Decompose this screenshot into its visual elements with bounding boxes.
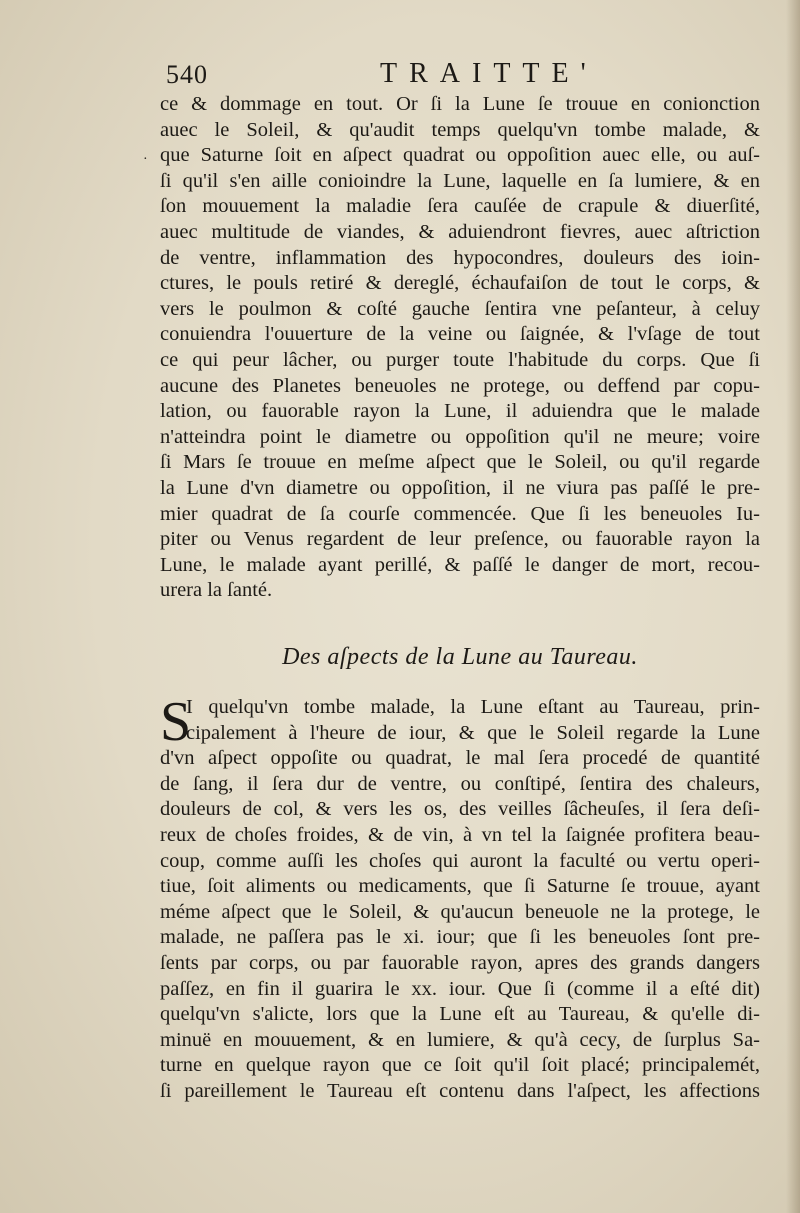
text-line: ſi Mars ſe trouue en meſme aſpect que le Soleil, ou qu'il regarde [160,451,760,474]
text-line: aucune des Planetes beneuoles ne protege, ou deffend par copu- [160,374,760,397]
text-line: auec multitude de viandes, & aduiendront fievres, auec aſtriction [160,220,760,243]
text-line: ſi pareillement le Taureau eſt contenu dans l'aſpect, les affections [160,1079,760,1102]
text-line: piter ou Venus regardent de leur preſence, ou fauorable rayon la [160,528,760,551]
text-line: que Saturne ſoit en aſpect quadrat ou oppoſition auec elle, ou auſ- [160,144,760,167]
text-line: de ſang, il ſera dur de ventre, ou conſtipé, ſentira des chaleurs, [160,772,760,795]
text-line: reux de choſes froides, & de vin, à vn tel la ſaignée profitera beau- [160,823,760,846]
text-line: vers le poulmon & coſté gauche ſentira vne peſanteur, à celuy [160,297,760,320]
text-line: quelqu'vn s'alicte, lors que la Lune eſt au Taureau, & qu'elle di- [160,1003,760,1026]
text-line: Lune, le malade ayant perillé, & paſſé le danger de mort, recou- [160,553,760,576]
text-line: lation, ou fauorable rayon la Lune, il aduiendra que le malade [160,400,760,423]
text-line: cipalement à l'heure de iour, & que le Soleil regarde la Lune [186,721,760,744]
text-line: ctures, le pouls retiré & dereglé, échaufaiſon de tout le corps, & [160,272,760,295]
text-line: mier quadrat de ſa courſe commencée. Que ſi les beneuoles Iu- [160,502,760,525]
text-line: urera la ſanté. [160,579,273,602]
paragraph-2 [160,691,760,1105]
running-title: TRAITTE' [380,58,598,89]
text-line: turne en quelque rayon que ce ſoit qu'il ſoit placé; principalemét, [160,1054,760,1077]
text-line: d'vn aſpect oppoſite ou quadrat, le mal ſera procedé de quantité [160,747,760,770]
page-gutter-shadow [786,0,800,1213]
text-line: malade, ne paſſera pas le xi. iour; que ſi les beneuoles ſont pre- [160,926,760,949]
page-number: 540 [166,60,208,89]
text-line: de ventre, inflammation des hypocondres, douleurs des ioin- [160,246,760,269]
text-line: conuiendra l'ouuerture de la veine ou ſaignée, & l'vſage de tout [160,323,760,346]
text-line: auec le Soleil, & qu'audit temps quelqu'vn tombe malade, & [160,118,760,141]
drop-cap: S [160,691,192,753]
text-line: tiue, ſoit aliments ou medicaments, que ſi Saturne ſe trouue, ayant [160,875,760,898]
text-line: paſſez, en fin il guarira le xx. iour. Que ſi (comme il a eſté dit) [160,977,760,1000]
margin-mark: · [143,152,148,167]
text-line: méme aſpect que le Soleil, & qu'aucun beneuole ne la protege, le [160,900,760,923]
text-line: la Lune d'vn diametre ou oppoſition, il ne viura pas paſſé le pre- [160,476,760,499]
paragraph-1 [160,92,760,604]
text-line: ſents par corps, ou par fauorable rayon, apres des grands dangers [160,951,760,974]
text-line: n'atteindra point le diametre ou oppoſition qu'il ne meure; voire [160,425,760,448]
section-heading: Des aſpects de la Lune au Taureau. [282,644,638,670]
text-line: ſi qu'il s'en aille conioindre la Lune, laquelle en ſa lumiere, & en [160,169,760,192]
text-line: minuë en mouuement, & en lumiere, & qu'à cecy, de ſurplus Sa- [160,1028,760,1051]
text-line: ſon mouuement la maladie ſera cauſée de crapule & diuerſité, [160,195,760,218]
text-line: douleurs de col, & vers les os, des veilles ſâcheuſes, il ſera deſi- [160,798,760,821]
text-line: ce & dommage en tout. Or ſi la Lune ſe trouue en conionction [160,93,760,115]
text-line: I quelqu'vn tombe malade, la Lune eſtant au Taureau, prin- [186,696,760,718]
first-line [160,691,760,753]
text-line: coup, comme auſſi les choſes qui auront la faculté ou vertu operi- [160,849,760,872]
text-line: ce qui peur lâcher, ou purger toute l'habitude du corps. Que ſi [160,348,760,371]
